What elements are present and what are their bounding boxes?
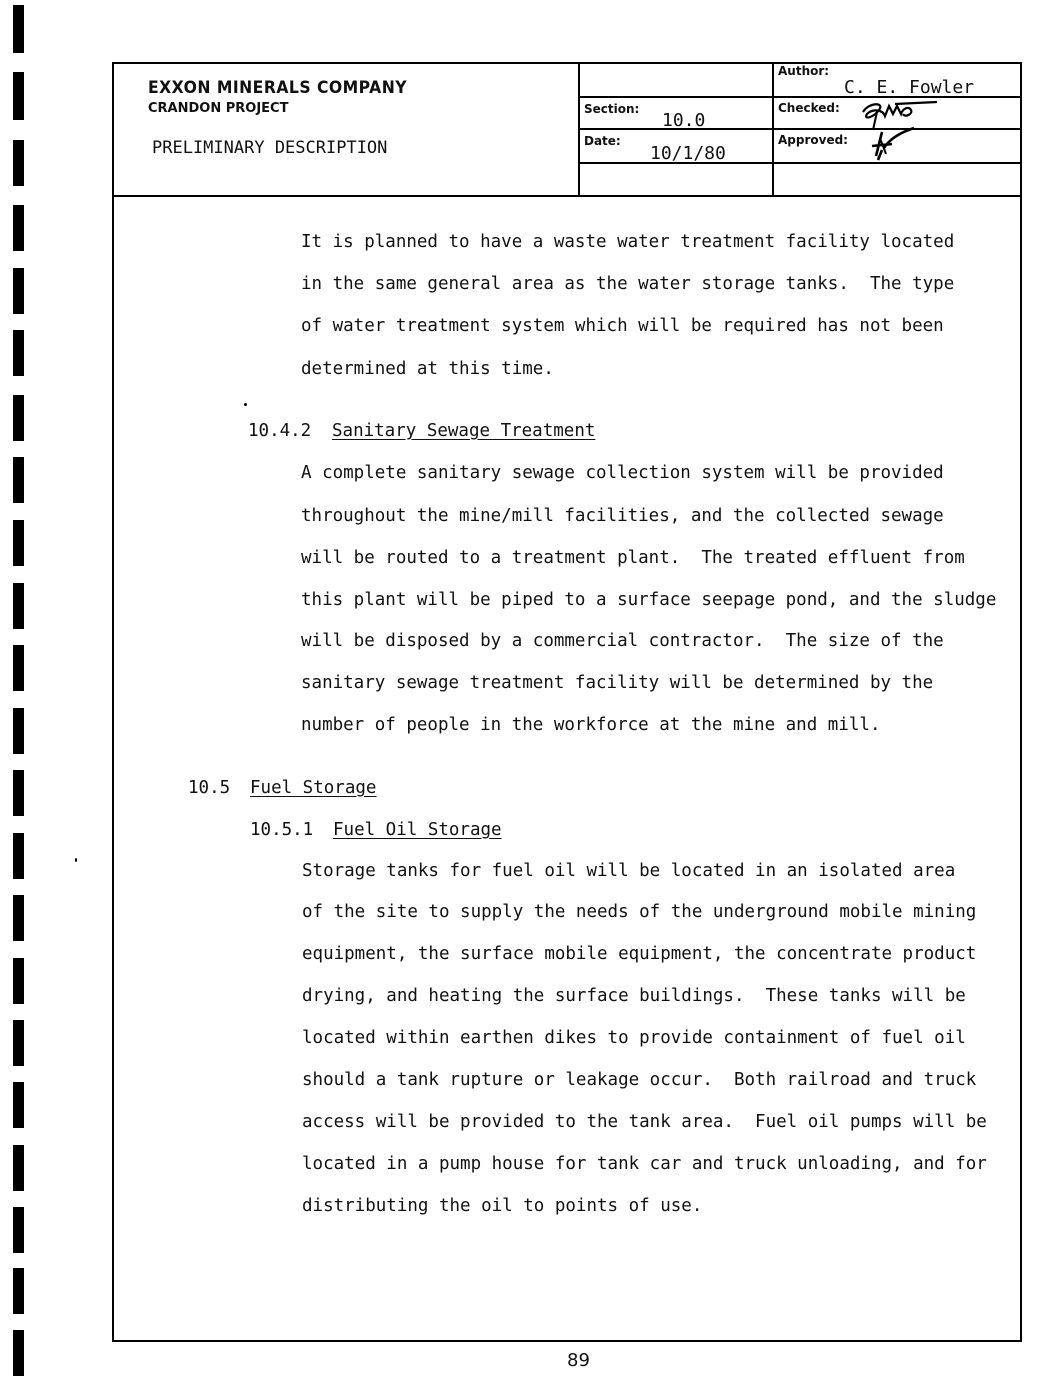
date-label: Date:	[584, 134, 621, 148]
paragraph-line: A complete sanitary sewage collection system will be provided	[301, 463, 944, 483]
section-number: 10.5	[188, 778, 231, 798]
binding-mark	[13, 268, 24, 314]
paragraph-line: Storage tanks for fuel oil will be located in an isolated area	[302, 861, 956, 881]
paragraph-line: will be routed to a treatment plant. The treated effluent from	[301, 548, 965, 568]
binding-mark	[13, 958, 24, 1004]
paragraph-line: number of people in the workforce at the mine and mill.	[301, 715, 881, 735]
paragraph-line: sanitary sewage treatment facility will be determined by the	[301, 673, 934, 693]
binding-mark	[13, 1207, 24, 1253]
binding-mark	[13, 708, 24, 754]
binding-mark	[13, 395, 24, 441]
binding-mark	[13, 1082, 24, 1128]
binding-mark	[13, 1020, 24, 1066]
stray-mark	[244, 403, 247, 406]
section-title: Fuel Storage	[250, 778, 377, 798]
paragraph-line: distributing the oil to points of use.	[302, 1196, 703, 1216]
binding-mark	[13, 140, 24, 186]
binding-mark	[13, 457, 24, 503]
binding-mark	[13, 1330, 24, 1376]
section-title: Fuel Oil Storage	[333, 820, 502, 840]
header-row-divider	[578, 162, 1022, 164]
approved-label: Approved:	[778, 133, 848, 147]
binding-mark	[13, 1268, 24, 1314]
section-title: Sanitary Sewage Treatment	[332, 421, 596, 441]
paragraph-line: determined at this time.	[301, 359, 554, 379]
page-number: 89	[567, 1350, 590, 1371]
binding-mark	[13, 520, 24, 566]
header-row-divider	[578, 128, 1022, 130]
paragraph-line: located within earthen dikes to provide containment of fuel oil	[302, 1028, 966, 1048]
paragraph-line: drying, and heating the surface buildings. These tanks will be	[302, 986, 966, 1006]
approved-initials-signature	[862, 126, 922, 162]
company-name: EXXON MINERALS COMPANY	[148, 78, 408, 98]
binding-mark	[13, 770, 24, 816]
paragraph-line: in the same general area as the water storage tanks. The type	[301, 274, 955, 294]
paragraph-line: will be disposed by a commercial contractor. The size of the	[301, 631, 944, 651]
paragraph-line: equipment, the surface mobile equipment, the concentrate product	[302, 944, 977, 964]
binding-mark	[13, 5, 24, 53]
section-value: 10.0	[662, 110, 706, 131]
binding-mark	[13, 895, 24, 941]
stray-mark	[75, 858, 77, 862]
document-type: PRELIMINARY DESCRIPTION	[152, 138, 388, 158]
paragraph-line: this plant will be piped to a surface seepage pond, and the sludge	[301, 590, 997, 610]
paragraph-line: of water treatment system which will be required has not been	[301, 316, 944, 336]
project-name: CRANDON PROJECT	[148, 101, 289, 116]
header-divider	[112, 195, 1022, 197]
author-value: C. E. Fowler	[844, 77, 975, 98]
paragraph-line: of the site to supply the needs of the underground mobile mining	[302, 902, 977, 922]
section-number: 10.4.2	[248, 421, 312, 441]
paragraph-line: located in a pump house for tank car and truck unloading, and for	[302, 1154, 987, 1174]
date-value: 10/1/80	[650, 143, 726, 164]
paragraph-line: should a tank rupture or leakage occur. Both railroad and truck	[302, 1070, 977, 1090]
paragraph-line: access will be provided to the tank area. Fuel oil pumps will be	[302, 1112, 987, 1132]
binding-mark	[13, 72, 24, 120]
checked-label: Checked:	[778, 101, 840, 115]
binding-mark	[13, 1145, 24, 1191]
binding-mark	[13, 330, 24, 376]
binding-mark	[13, 205, 24, 251]
paragraph-line: throughout the mine/mill facilities, and the collected sewage	[301, 506, 944, 526]
binding-mark	[13, 645, 24, 691]
section-label: Section:	[584, 102, 640, 116]
binding-mark	[13, 833, 24, 879]
paragraph-line: It is planned to have a waste water treatment facility located	[301, 232, 955, 252]
binding-mark	[13, 583, 24, 629]
author-label: Author:	[778, 64, 830, 78]
section-number: 10.5.1	[250, 820, 314, 840]
